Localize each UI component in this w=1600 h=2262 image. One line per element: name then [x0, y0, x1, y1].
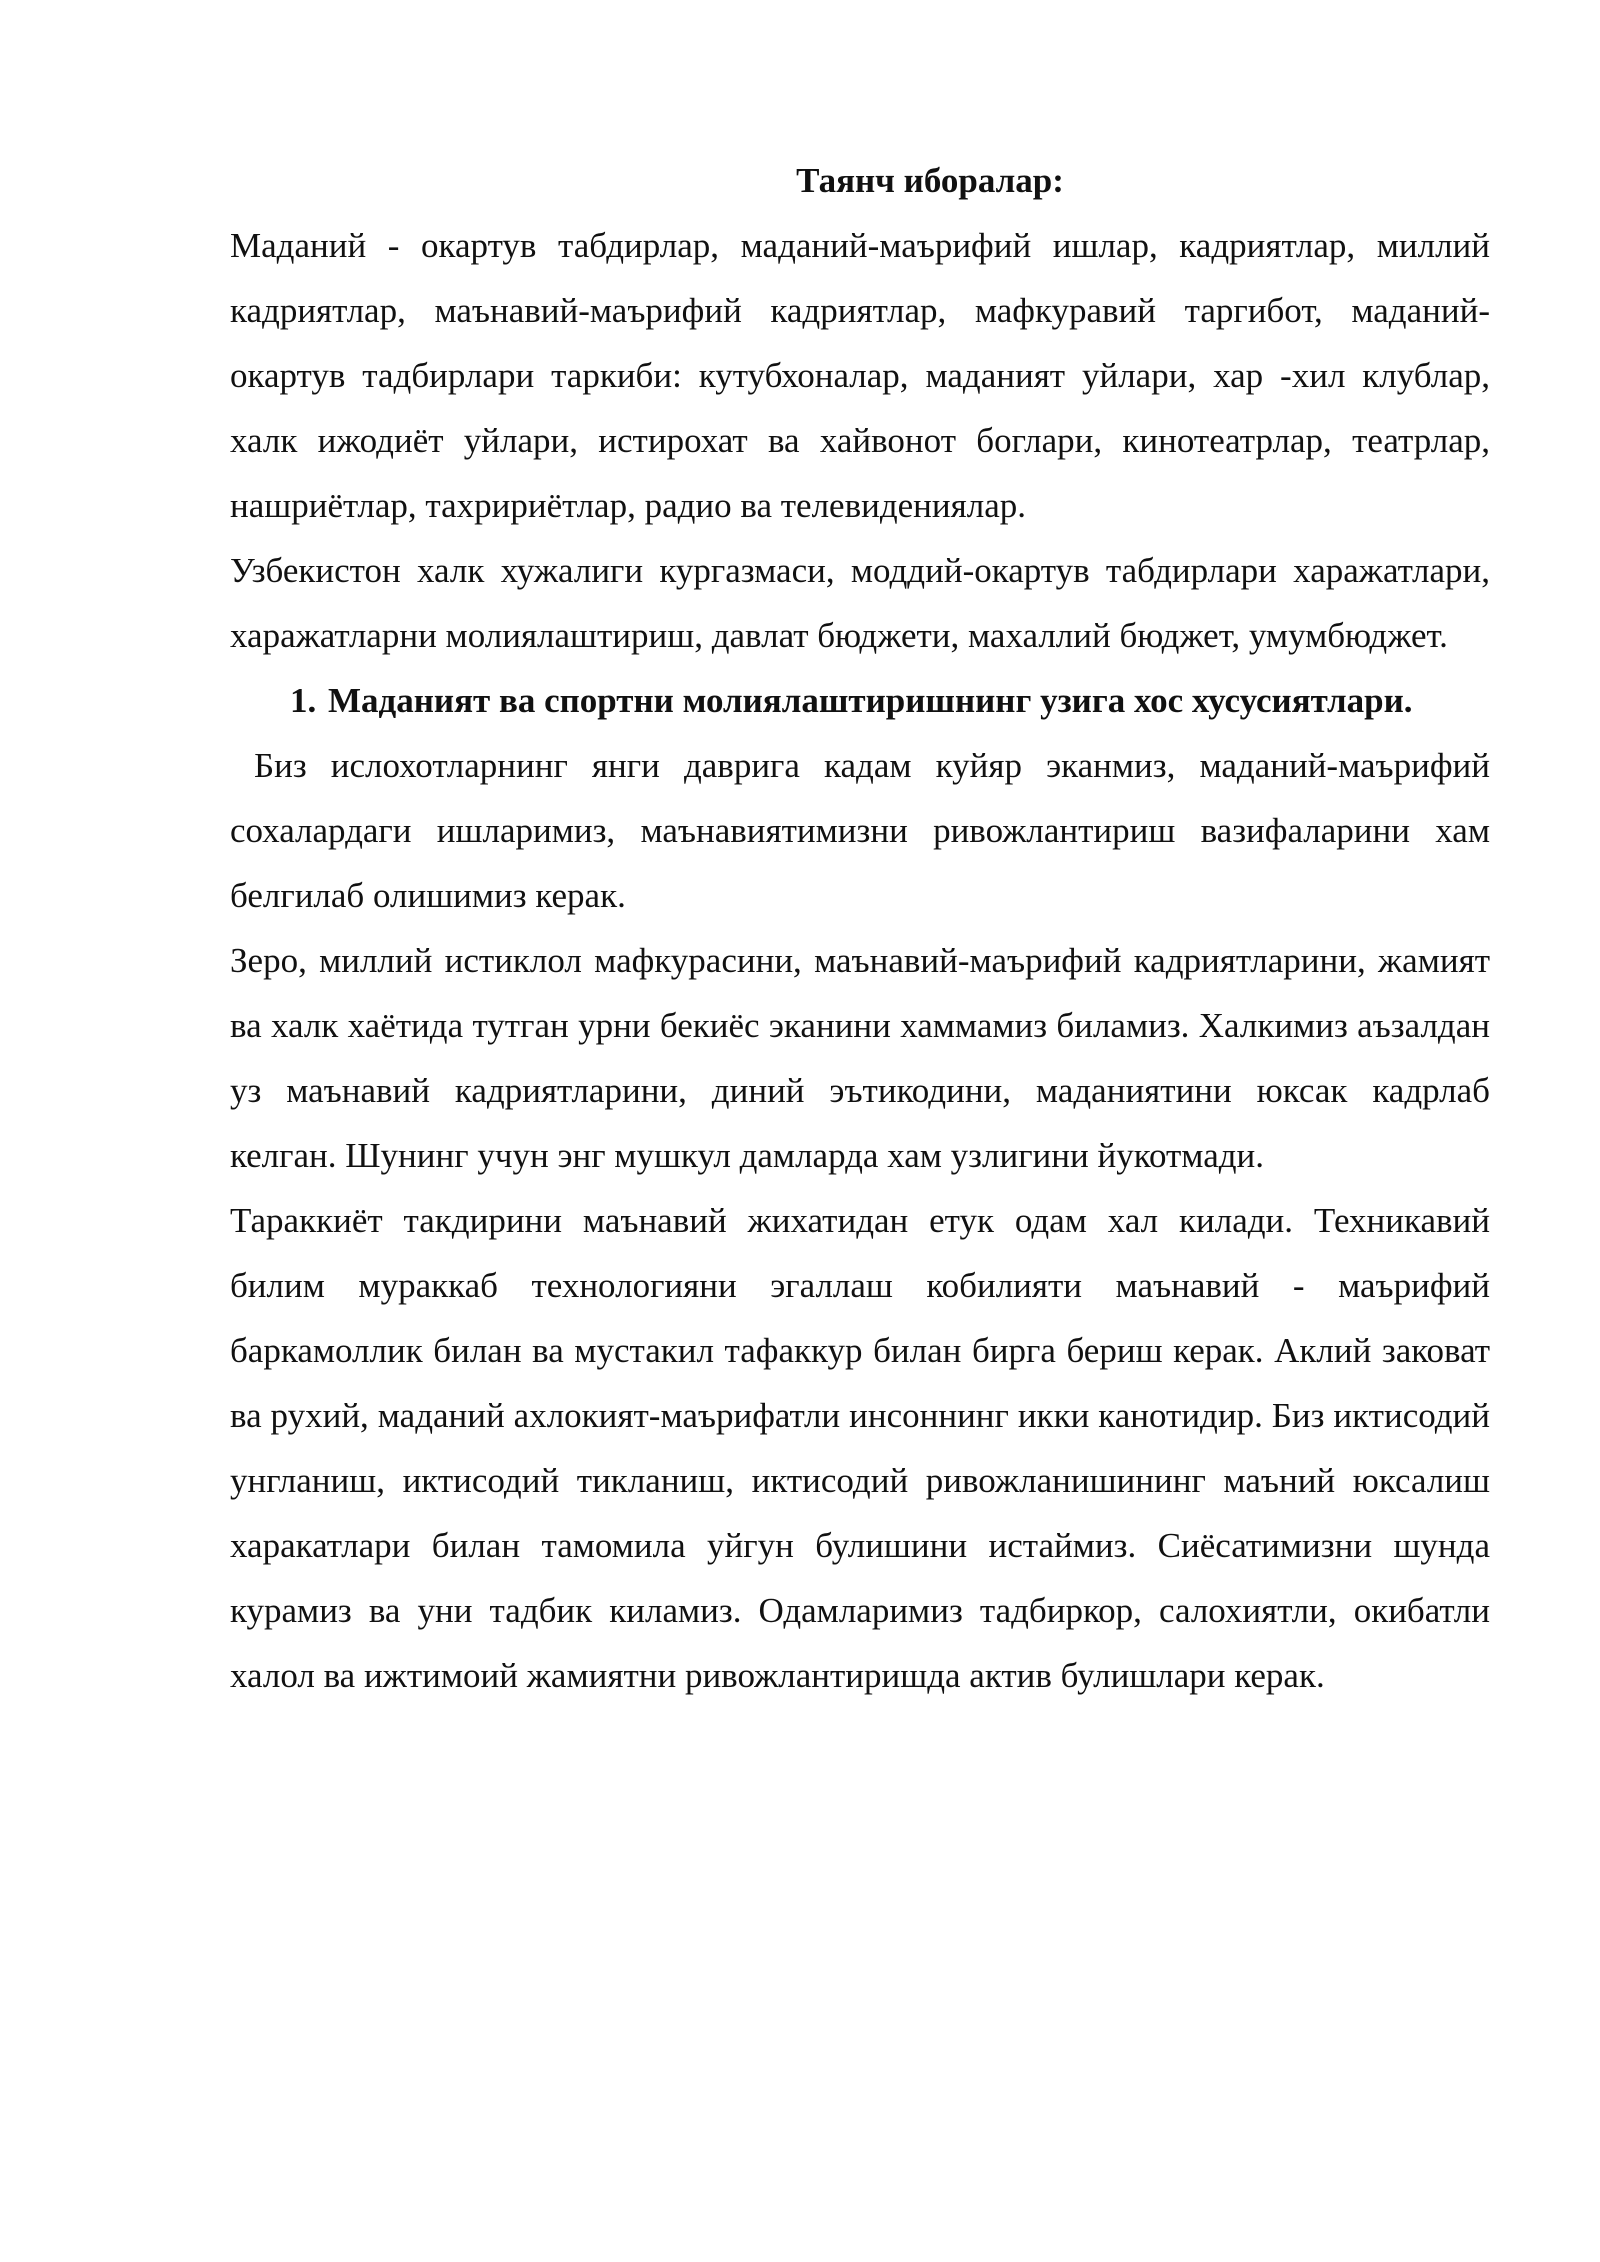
document-page	[230, 148, 1490, 1708]
key-terms-paragraph: Маданий - окартув табдирлар, маданий-маърифий ишлар, кадриятлар, миллий кадриятлар, маънавий-маърифий кадриятлар, мафкуравий таргибот, маданий-окартув тадбирлари таркиби: кутубхоналар, маданият уйлари, хар -хил клублар, халк ижодиёт уйлари, истирохат ва хайвонот боглари, кинотеатрлар, театрлар, нашриётлар, тахририётлар, радио ва телевидениялар.	[230, 226, 1490, 525]
section-title: Маданият ва спортни молиялаштиришнинг узига хос хусусиятлари.	[328, 681, 1413, 720]
section-number: 1.	[290, 681, 317, 720]
body-paragraph: Тараккиёт такдирини маънавий жихатидан етук одам хал килади. Техникавий билим мураккаб технологияни эгаллаш кобилияти маънавий - маърифий баркамоллик билан ва мустакил тафаккур билан бирга бериш керак. Аклий заковат ва рухий, маданий ахлокият-маърифатли инсоннинг икки канотидир. Биз иктисодий унгланиш, иктисодий тикланиш, иктисодий ривожланишининг маъний юксалиш харакатлари билан тамомила уйгун булишини истаймиз. Сиёсатимизни шунда курамиз ва уни тадбик киламиз. Одамларимиз тадбиркор, салохиятли, окибатли халол ва ижтимоий жамиятни ривожлантиришда актив булишлари керак.	[230, 1201, 1490, 1695]
key-terms-paragraph: Узбекистон халк хужалиги кургазмаси, моддий-окартув табдирлари харажатлари, харажатларни молиялаштириш, давлат бюджети, махаллий бюджет, умумбюджет.	[230, 551, 1490, 655]
body-paragraph: Биз ислохотларнинг янги даврига кадам куйяр эканмиз, маданий-маърифий сохалардаги ишларимиз, маънавиятимизни ривожлантириш вазифаларини хам белгилаб олишимиз керак.	[230, 746, 1490, 915]
section-heading	[230, 668, 1490, 733]
key-terms-heading: Таянч иборалар:	[796, 161, 1064, 200]
body-paragraph: Зеро, миллий истиклол мафкурасини, маънавий-маърифий кадриятларини, жамият ва халк хаётида тутган урни бекиёс эканини хаммамиз биламиз. Халкимиз аъзалдан уз маънавий кадриятларини, диний эътикодини, маданиятини юксак кадрлаб келган. Шунинг учун энг мушкул дамларда хам узлигини йукотмади.	[230, 941, 1490, 1175]
